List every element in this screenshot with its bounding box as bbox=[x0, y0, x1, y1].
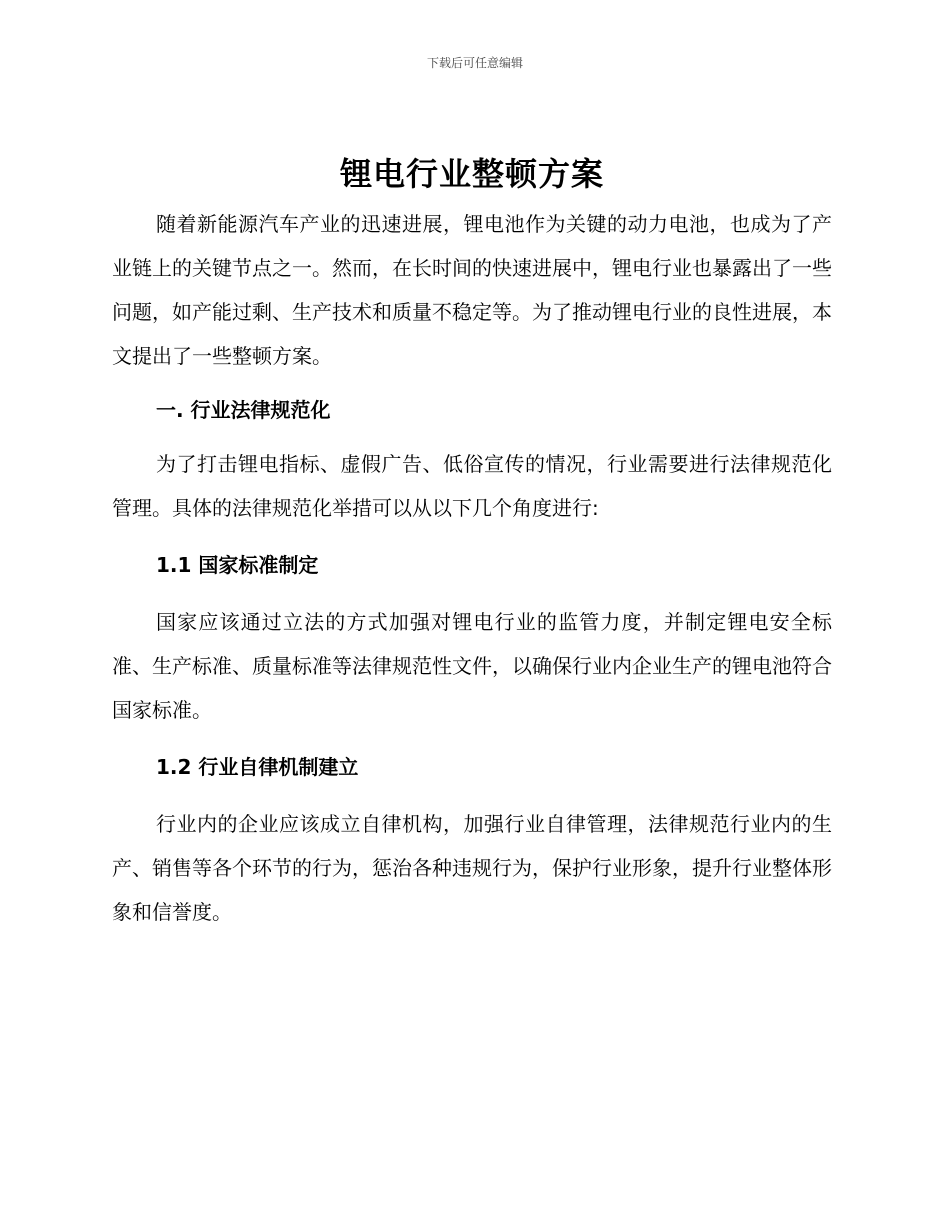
section-1-2-heading: 1.2 行业自律机制建立 bbox=[156, 755, 359, 779]
intro-paragraph: 随着新能源汽车产业的迅速进展，锂电池作为关键的动力电池，也成为了产业链上的关键节点之一。然而，在长时间的快速进展中，锂电行业也暴露出了一些问题，如产能过剩、生产技术和质量不稳定等。为了推动锂电行业的良性进展，本文提出了一些整顿方案。 bbox=[112, 212, 832, 368]
section-1-2-paragraph: 行业内的企业应该成立自律机构，加强行业自律管理，法律规范行业内的生产、销售等各个环节的行为，惩治各种违规行为，保护行业形象，提升行业整体形象和信誉度。 bbox=[112, 812, 832, 924]
document-body bbox=[112, 146, 832, 934]
section-1-1-heading: 1.1 国家标准制定 bbox=[156, 553, 319, 577]
section-1-1-paragraph: 国家应该通过立法的方式加强对锂电行业的监管力度，并制定锂电安全标准、生产标准、质量标准等法律规范性文件，以确保行业内企业生产的锂电池符合国家标准。 bbox=[112, 610, 832, 722]
page-header-note: 下载后可任意编辑 bbox=[426, 56, 523, 70]
section-1-heading: 一. 行业法律规范化 bbox=[156, 398, 331, 422]
section-1-paragraph: 为了打击锂电指标、虚假广告、低俗宣传的情况，行业需要进行法律规范化管理。具体的法律规范化举措可以从以下几个角度进行: bbox=[112, 452, 832, 520]
document-title: 锂电行业整顿方案 bbox=[339, 155, 604, 193]
